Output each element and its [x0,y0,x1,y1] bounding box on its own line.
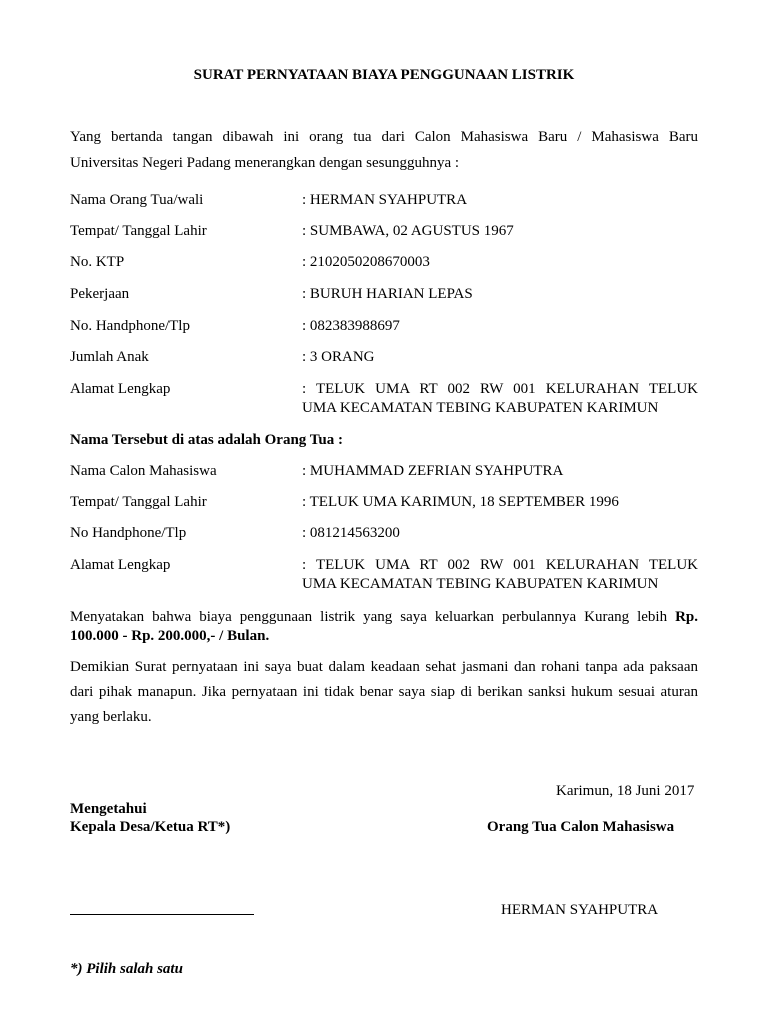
left-sign-heading: Mengetahui [70,801,147,817]
field-label-student-address: Alamat Lengkap [70,557,171,573]
field-value-parent-birth: : SUMBAWA, 02 AGUSTUS 1967 [302,223,514,239]
field-value-student-name: : MUHAMMAD ZEFRIAN SYAHPUTRA [302,463,564,479]
field-value-ktp: : 2102050208670003 [302,254,430,270]
intro-line-1: Yang bertanda tangan dibawah ini orang tua dari Calon Mahasiswa Baru / Mahasiswa Baru [70,129,698,145]
section-heading: Nama Tersebut di atas adalah Orang Tua : [70,432,343,448]
closing-line-2: dari pihak manapun. Jika pernyataan ini tidak benar saya siap di berikan sanksi hukum sesuai aturan [70,684,698,700]
statement-line-1 [70,608,698,627]
statement-amount-start: Rp. [675,609,698,625]
field-label-parent-birth: Tempat/ Tanggal Lahir [70,223,207,239]
field-label-occupation: Pekerjaan [70,286,130,302]
field-label-parent-address: Alamat Lengkap [70,381,171,397]
intro-line-2: Universitas Negeri Padang menerangkan dengan sesungguhnya : [70,155,460,171]
field-label-children: Jumlah Anak [70,349,149,365]
closing-line-3: yang berlaku. [70,709,152,725]
statement-amount: 100.000 - Rp. 200.000,- / Bulan. [70,628,270,644]
field-value-children: : 3 ORANG [302,349,375,365]
field-label-ktp: No. KTP [70,254,125,270]
field-label-student-name: Nama Calon Mahasiswa [70,463,217,479]
left-sign-title: Kepala Desa/Ketua RT*) [70,819,231,835]
closing-line-1: Demikian Surat pernyataan ini saya buat dalam keadaan sehat jasmani dan rohani tanpa ada paksaan [70,659,698,675]
field-label-parent-phone: No. Handphone/Tlp [70,318,190,334]
footnote: *) Pilih salah satu [70,961,183,977]
field-value-student-address-line-2: UMA KECAMATAN TEBING KABUPATEN KARIMUN [302,576,659,592]
document-title: SURAT PERNYATAAN BIAYA PENGGUNAAN LISTRIK [193,67,575,83]
field-value-student-address-line-1: : TELUK UMA RT 002 RW 001 KELURAHAN TELUK [302,557,698,573]
field-label-student-birth: Tempat/ Tanggal Lahir [70,494,207,510]
right-sign-name: HERMAN SYAHPUTRA [501,902,659,918]
field-value-occupation: : BURUH HARIAN LEPAS [302,286,473,302]
field-value-parent-address-line-2: UMA KECAMATAN TEBING KABUPATEN KARIMUN [302,400,659,416]
field-value-parent-phone: : 082383988697 [302,318,400,334]
field-value-student-phone: : 081214563200 [302,525,400,541]
field-label-student-phone: No Handphone/Tlp [70,525,187,541]
place-date: Karimun, 18 Juni 2017 [556,783,695,799]
field-value-student-birth: : TELUK UMA KARIMUN, 18 SEPTEMBER 1996 [302,494,619,510]
field-label-parent-name: Nama Orang Tua/wali [70,192,204,208]
field-value-parent-address-line-1: : TELUK UMA RT 002 RW 001 KELURAHAN TELUK [302,381,698,397]
right-sign-title: Orang Tua Calon Mahasiswa [487,819,675,835]
statement-text: Menyatakan bahwa biaya penggunaan listrik yang saya keluarkan perbulannya Kurang lebih [70,609,676,625]
signature-line [70,914,254,915]
field-value-parent-name: : HERMAN SYAHPUTRA [302,192,468,208]
